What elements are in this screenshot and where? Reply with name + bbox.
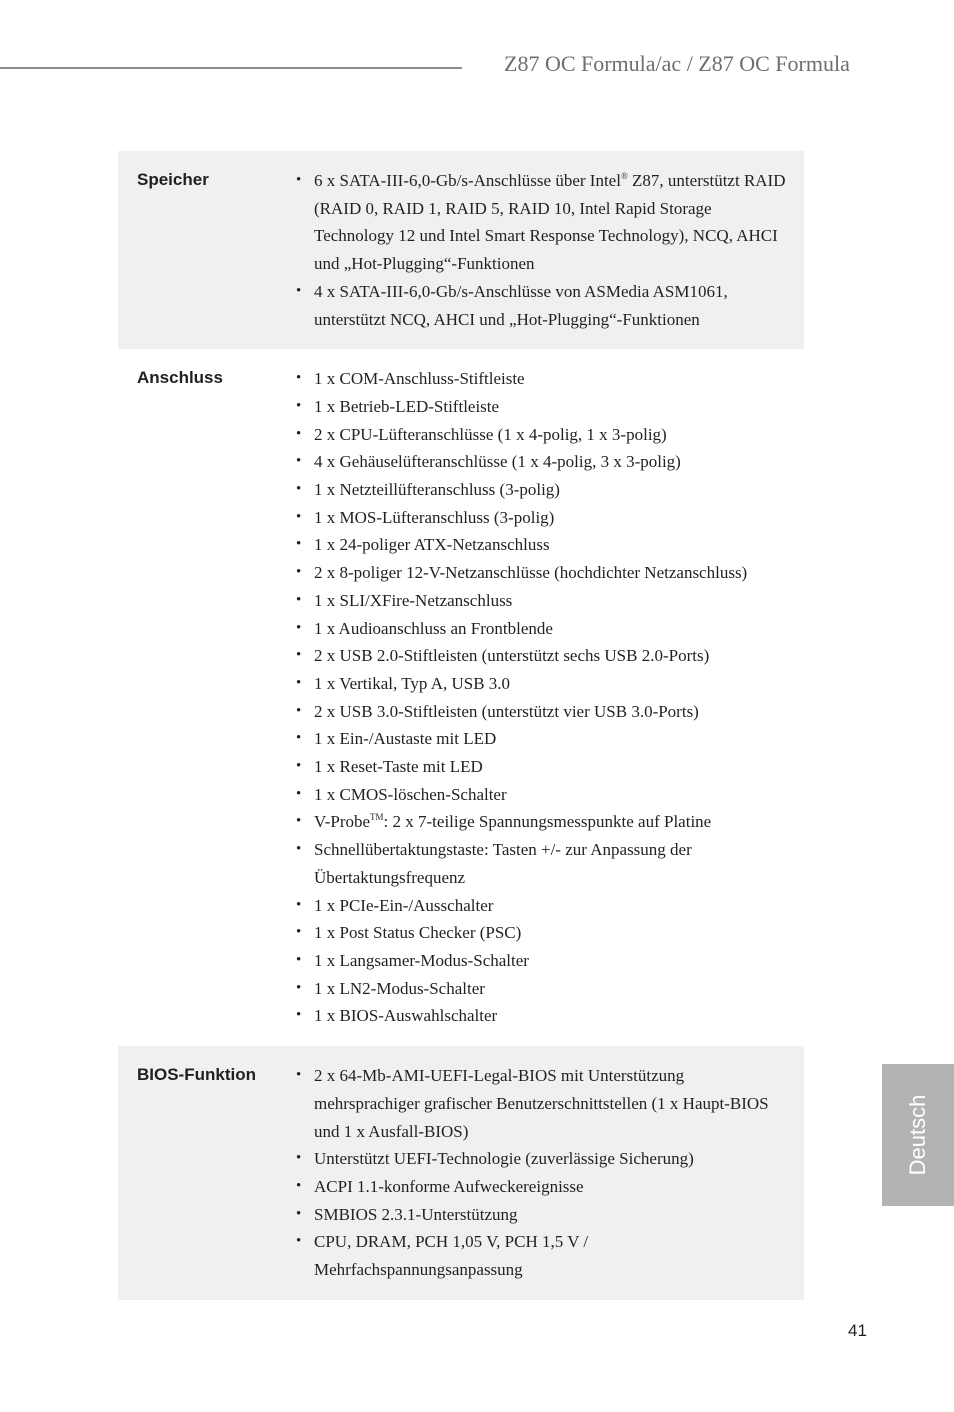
item-text: 2 x CPU-Lüfteranschlüsse (1 x 4-polig, 1 x 3-polig) bbox=[314, 424, 667, 444]
item-text: 1 x Ein-/Austaste mit LED bbox=[314, 729, 497, 749]
spec-row-anschluss bbox=[118, 349, 804, 1046]
header-rule bbox=[0, 67, 462, 69]
spec-row-speicher bbox=[118, 151, 804, 349]
item-text: 1 x Langsamer-Modus-Schalter bbox=[314, 950, 529, 970]
list-item bbox=[296, 947, 804, 975]
row-label: Speicher bbox=[137, 170, 209, 189]
spec-list bbox=[118, 1062, 804, 1284]
spec-list bbox=[118, 365, 804, 1030]
list-item bbox=[296, 587, 804, 615]
page-header-title: Z87 OC Formula/ac / Z87 OC Formula bbox=[504, 51, 850, 76]
list-item bbox=[296, 393, 804, 421]
list-item bbox=[296, 975, 804, 1003]
item-superscript: TM bbox=[370, 812, 384, 823]
item-text: 2 x 64-Mb-AMI-UEFI-Legal-BIOS mit Unterstützung mehrsprachiger grafischer Benutzerschnittstellen (1 x Haupt-BIOS und 1 x Ausfall-BIOS) bbox=[314, 1066, 769, 1141]
list-item bbox=[296, 531, 804, 559]
list-item bbox=[296, 1201, 804, 1229]
item-text: 1 x Reset-Taste mit LED bbox=[314, 757, 483, 777]
list-item bbox=[296, 892, 804, 920]
item-text: 1 x Audioanschluss an Frontblende bbox=[314, 618, 553, 638]
item-text: 1 x BIOS-Auswahlschalter bbox=[314, 1006, 498, 1026]
list-item bbox=[296, 421, 804, 449]
list-item bbox=[296, 781, 804, 809]
list-item bbox=[296, 1173, 804, 1201]
item-text: 1 x Netzteillüfteranschluss (3-polig) bbox=[314, 480, 560, 500]
item-text: ACPI 1.1-konforme Aufweckereignisse bbox=[314, 1176, 584, 1196]
item-text: 2 x USB 2.0-Stiftleisten (unterstützt sechs USB 2.0-Ports) bbox=[314, 646, 710, 666]
item-text: 1 x MOS-Lüfteranschluss (3-polig) bbox=[314, 507, 555, 527]
list-item bbox=[296, 670, 804, 698]
item-superscript: ® bbox=[620, 171, 628, 181]
item-text: V-Probe bbox=[314, 812, 371, 832]
list-item bbox=[296, 167, 804, 278]
list-item bbox=[296, 698, 804, 726]
list-item bbox=[296, 476, 804, 504]
list-item bbox=[296, 1228, 804, 1283]
list-item bbox=[296, 753, 804, 781]
list-item bbox=[296, 919, 804, 947]
item-text: SMBIOS 2.3.1-Unterstützung bbox=[314, 1204, 518, 1224]
spec-list bbox=[118, 167, 804, 333]
item-text: 6 x SATA-III-6,0-Gb/s-Anschlüsse über Intel bbox=[314, 171, 621, 190]
list-item bbox=[296, 836, 804, 891]
item-text: 4 x SATA-III-6,0-Gb/s-Anschlüsse von ASMedia ASM1061, unterstützt NCQ, AHCI und „Hot-Plugging“-Funktionen bbox=[314, 281, 728, 329]
spec-table bbox=[118, 151, 804, 1300]
item-text: 1 x SLI/XFire-Netzanschluss bbox=[314, 590, 513, 610]
item-text: 1 x 24-poliger ATX-Netzanschluss bbox=[314, 535, 550, 555]
item-text: Unterstützt UEFI-Technologie (zuverlässige Sicherung) bbox=[314, 1149, 694, 1169]
item-text: 1 x Post Status Checker (PSC) bbox=[314, 923, 522, 943]
list-item bbox=[296, 365, 804, 393]
list-item bbox=[296, 504, 804, 532]
list-item bbox=[296, 1002, 804, 1030]
list-item bbox=[296, 559, 804, 587]
list-item bbox=[296, 1062, 804, 1145]
item-text: 4 x Gehäuselüfteranschlüsse (1 x 4-polig, 3 x 3-polig) bbox=[314, 452, 681, 472]
language-side-tab bbox=[882, 1064, 954, 1206]
row-label: Anschluss bbox=[137, 368, 223, 388]
item-text: 1 x PCIe-Ein-/Ausschalter bbox=[314, 895, 494, 915]
list-item bbox=[296, 1145, 804, 1173]
item-text: 1 x Betrieb-LED-Stiftleiste bbox=[314, 396, 500, 416]
item-text-continued: Z87, unterstützt RAID (RAID 0, RAID 1, RAID 5, RAID 10, Intel Rapid Storage Technology 12 und Intel Smart Response Technology), NCQ, AHCI und „Hot-Plugging“-Funktionen bbox=[314, 171, 786, 274]
spec-row-bios-funktion bbox=[118, 1046, 804, 1300]
list-item bbox=[296, 808, 804, 836]
item-text-continued: : 2 x 7-teilige Spannungsmesspunkte auf Platine bbox=[383, 812, 712, 832]
page-number: 41 bbox=[848, 1321, 867, 1340]
side-tab-label: Deutsch bbox=[905, 1094, 930, 1176]
list-item bbox=[296, 278, 804, 333]
item-text: 1 x LN2-Modus-Schalter bbox=[314, 978, 485, 998]
item-text: CPU, DRAM, PCH 1,05 V, PCH 1,5 V / Mehrfachspannungsanpassung bbox=[314, 1232, 589, 1280]
list-item bbox=[296, 642, 804, 670]
item-text: 2 x USB 3.0-Stiftleisten (unterstützt vier USB 3.0-Ports) bbox=[314, 701, 699, 721]
list-item bbox=[296, 448, 804, 476]
list-item bbox=[296, 615, 804, 643]
row-label: BIOS-Funktion bbox=[137, 1065, 256, 1085]
item-text: 1 x Vertikal, Typ A, USB 3.0 bbox=[314, 673, 511, 693]
item-text: 1 x CMOS-löschen-Schalter bbox=[314, 784, 507, 804]
item-text: 2 x 8-poliger 12-V-Netzanschlüsse (hochdichter Netzanschluss) bbox=[314, 563, 748, 583]
item-text: 1 x COM-Anschluss-Stiftleiste bbox=[314, 369, 525, 389]
item-text: Schnellübertaktungstaste: Tasten +/- zur Anpassung der Übertaktungsfrequenz bbox=[314, 840, 692, 887]
list-item bbox=[296, 725, 804, 753]
